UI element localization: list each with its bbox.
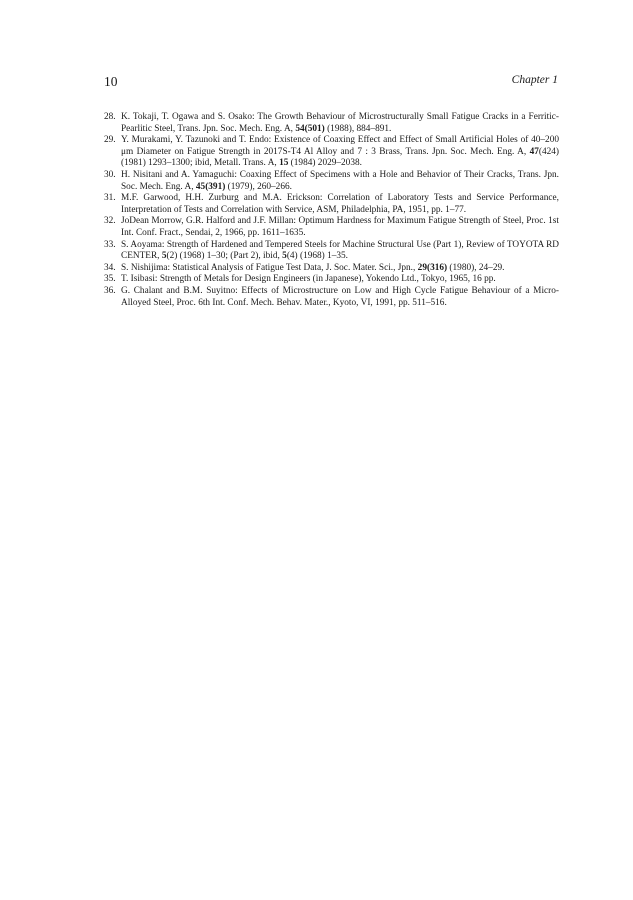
reference-text bbox=[121, 240, 559, 262]
reference-segment: (2) (1968) 1–30; (Part 2), ibid, bbox=[166, 251, 283, 262]
reference-item bbox=[104, 286, 559, 309]
reference-segment: (1980), 24–29. bbox=[447, 262, 505, 273]
reference-segment: (1979), 260–266. bbox=[225, 181, 292, 192]
reference-volume: 5 bbox=[161, 251, 167, 262]
reference-text bbox=[121, 112, 559, 134]
reference-text bbox=[121, 286, 559, 308]
reference-volume: 54(501) bbox=[295, 123, 325, 134]
reference-segment: G. Chalant and B.M. Suyitno: Effects of Microstructure on Low and High Cycle Fatigue Behaviour of a Micro-Alloyed Steel, Proc. 6th Int. Conf. Mech. Behav. Mater., Kyoto, VI, 1991, pp. 511–516. bbox=[121, 285, 559, 308]
reference-item bbox=[104, 274, 559, 286]
chapter-title: Chapter 1 bbox=[511, 74, 558, 86]
reference-volume: 45(391) bbox=[195, 181, 226, 192]
reference-volume: 15 bbox=[279, 158, 289, 169]
reference-segment: S. Nishijima: Statistical Analysis of Fatigue Test Data, J. Soc. Mater. Sci., Jpn., bbox=[121, 262, 418, 273]
reference-number: 28. bbox=[104, 112, 116, 122]
reference-number: 34. bbox=[104, 262, 116, 273]
reference-number: 35. bbox=[104, 274, 116, 285]
reference-segment: (424) (1981) 1293–1300; ibid, Metall. Trans. A, bbox=[121, 146, 559, 169]
reference-segment: (1988), 884–891. bbox=[324, 123, 392, 134]
reference-item bbox=[104, 240, 559, 263]
reference-volume: 47 bbox=[529, 146, 539, 157]
reference-number: 29. bbox=[104, 135, 116, 146]
reference-item bbox=[104, 112, 559, 135]
reference-segment: (1984) 2029–2038. bbox=[288, 158, 362, 169]
reference-text bbox=[121, 170, 559, 192]
reference-item bbox=[104, 193, 559, 216]
reference-segment: M.F. Garwood, H.H. Zurburg and M.A. Erickson: Correlation of Laboratory Tests and Service Performance, Interpretation of Tests and Correlation with Service, ASM, Philadelphia, PA, 1951, pp. 1–77. bbox=[121, 193, 559, 215]
reference-number: 30. bbox=[104, 169, 116, 180]
reference-segment: K. Tokaji, T. Ogawa and S. Osako: The Growth Behaviour of Microstructurally Small Fatigue Cracks in a Ferritic-Pearlitic Steel, Trans. Jpn. Soc. Mech. Eng. A, bbox=[121, 112, 559, 134]
reference-segment: T. Isibasi: Strength of Metals for Design Engineers (in Japanese), Yokendo Ltd., Tokyo, 1965, 16 pp. bbox=[121, 274, 496, 285]
reference-number: 32. bbox=[104, 216, 116, 227]
reference-volume: 29(316) bbox=[417, 262, 448, 273]
reference-text bbox=[121, 135, 559, 168]
reference-segment: H. Nisitani and A. Yamaguchi: Coaxing Effect of Specimens with a Hole and Behavior of Their Cracks, Trans. Jpn. Soc. Mech. Eng. A, bbox=[121, 169, 559, 192]
reference-number: 33. bbox=[104, 239, 116, 250]
reference-segment: Y. Murakami, Y. Tazunoki and T. Endo: Existence of Coaxing Effect and Effect of Small Artificial Holes of 40–200 μm Diameter on Fatigue Strength in 2017S-T4 Al Alloy and 7 : 3 Brass, Trans. Jpn. Soc. Mech. Eng. A, bbox=[121, 135, 559, 157]
reference-text bbox=[121, 274, 496, 284]
reference-list bbox=[104, 112, 559, 309]
reference-item bbox=[104, 216, 559, 239]
reference-text bbox=[121, 216, 559, 238]
reference-volume: 5 bbox=[282, 251, 287, 262]
page-header bbox=[104, 74, 558, 92]
reference-item bbox=[104, 263, 559, 275]
reference-number: 36. bbox=[104, 285, 116, 296]
page-number: 10 bbox=[104, 74, 118, 89]
reference-number: 31. bbox=[104, 193, 116, 204]
reference-text bbox=[121, 193, 559, 215]
reference-item bbox=[104, 170, 559, 193]
reference-segment: S. Aoyama: Strength of Hardened and Tempered Steels for Machine Structural Use (Part 1), Review of TOYOTA RD CENTER, bbox=[121, 239, 559, 262]
reference-item bbox=[104, 135, 559, 170]
reference-segment: JoDean Morrow, G.R. Halford and J.F. Millan: Optimum Hardness for Maximum Fatigue Strength of Steel, Proc. 1st Int. Conf. Fract., Sendai, 2, 1966, pp. 1611–1635. bbox=[121, 216, 559, 238]
reference-segment: (4) (1968) 1–35. bbox=[286, 251, 349, 262]
reference-text bbox=[121, 263, 504, 273]
